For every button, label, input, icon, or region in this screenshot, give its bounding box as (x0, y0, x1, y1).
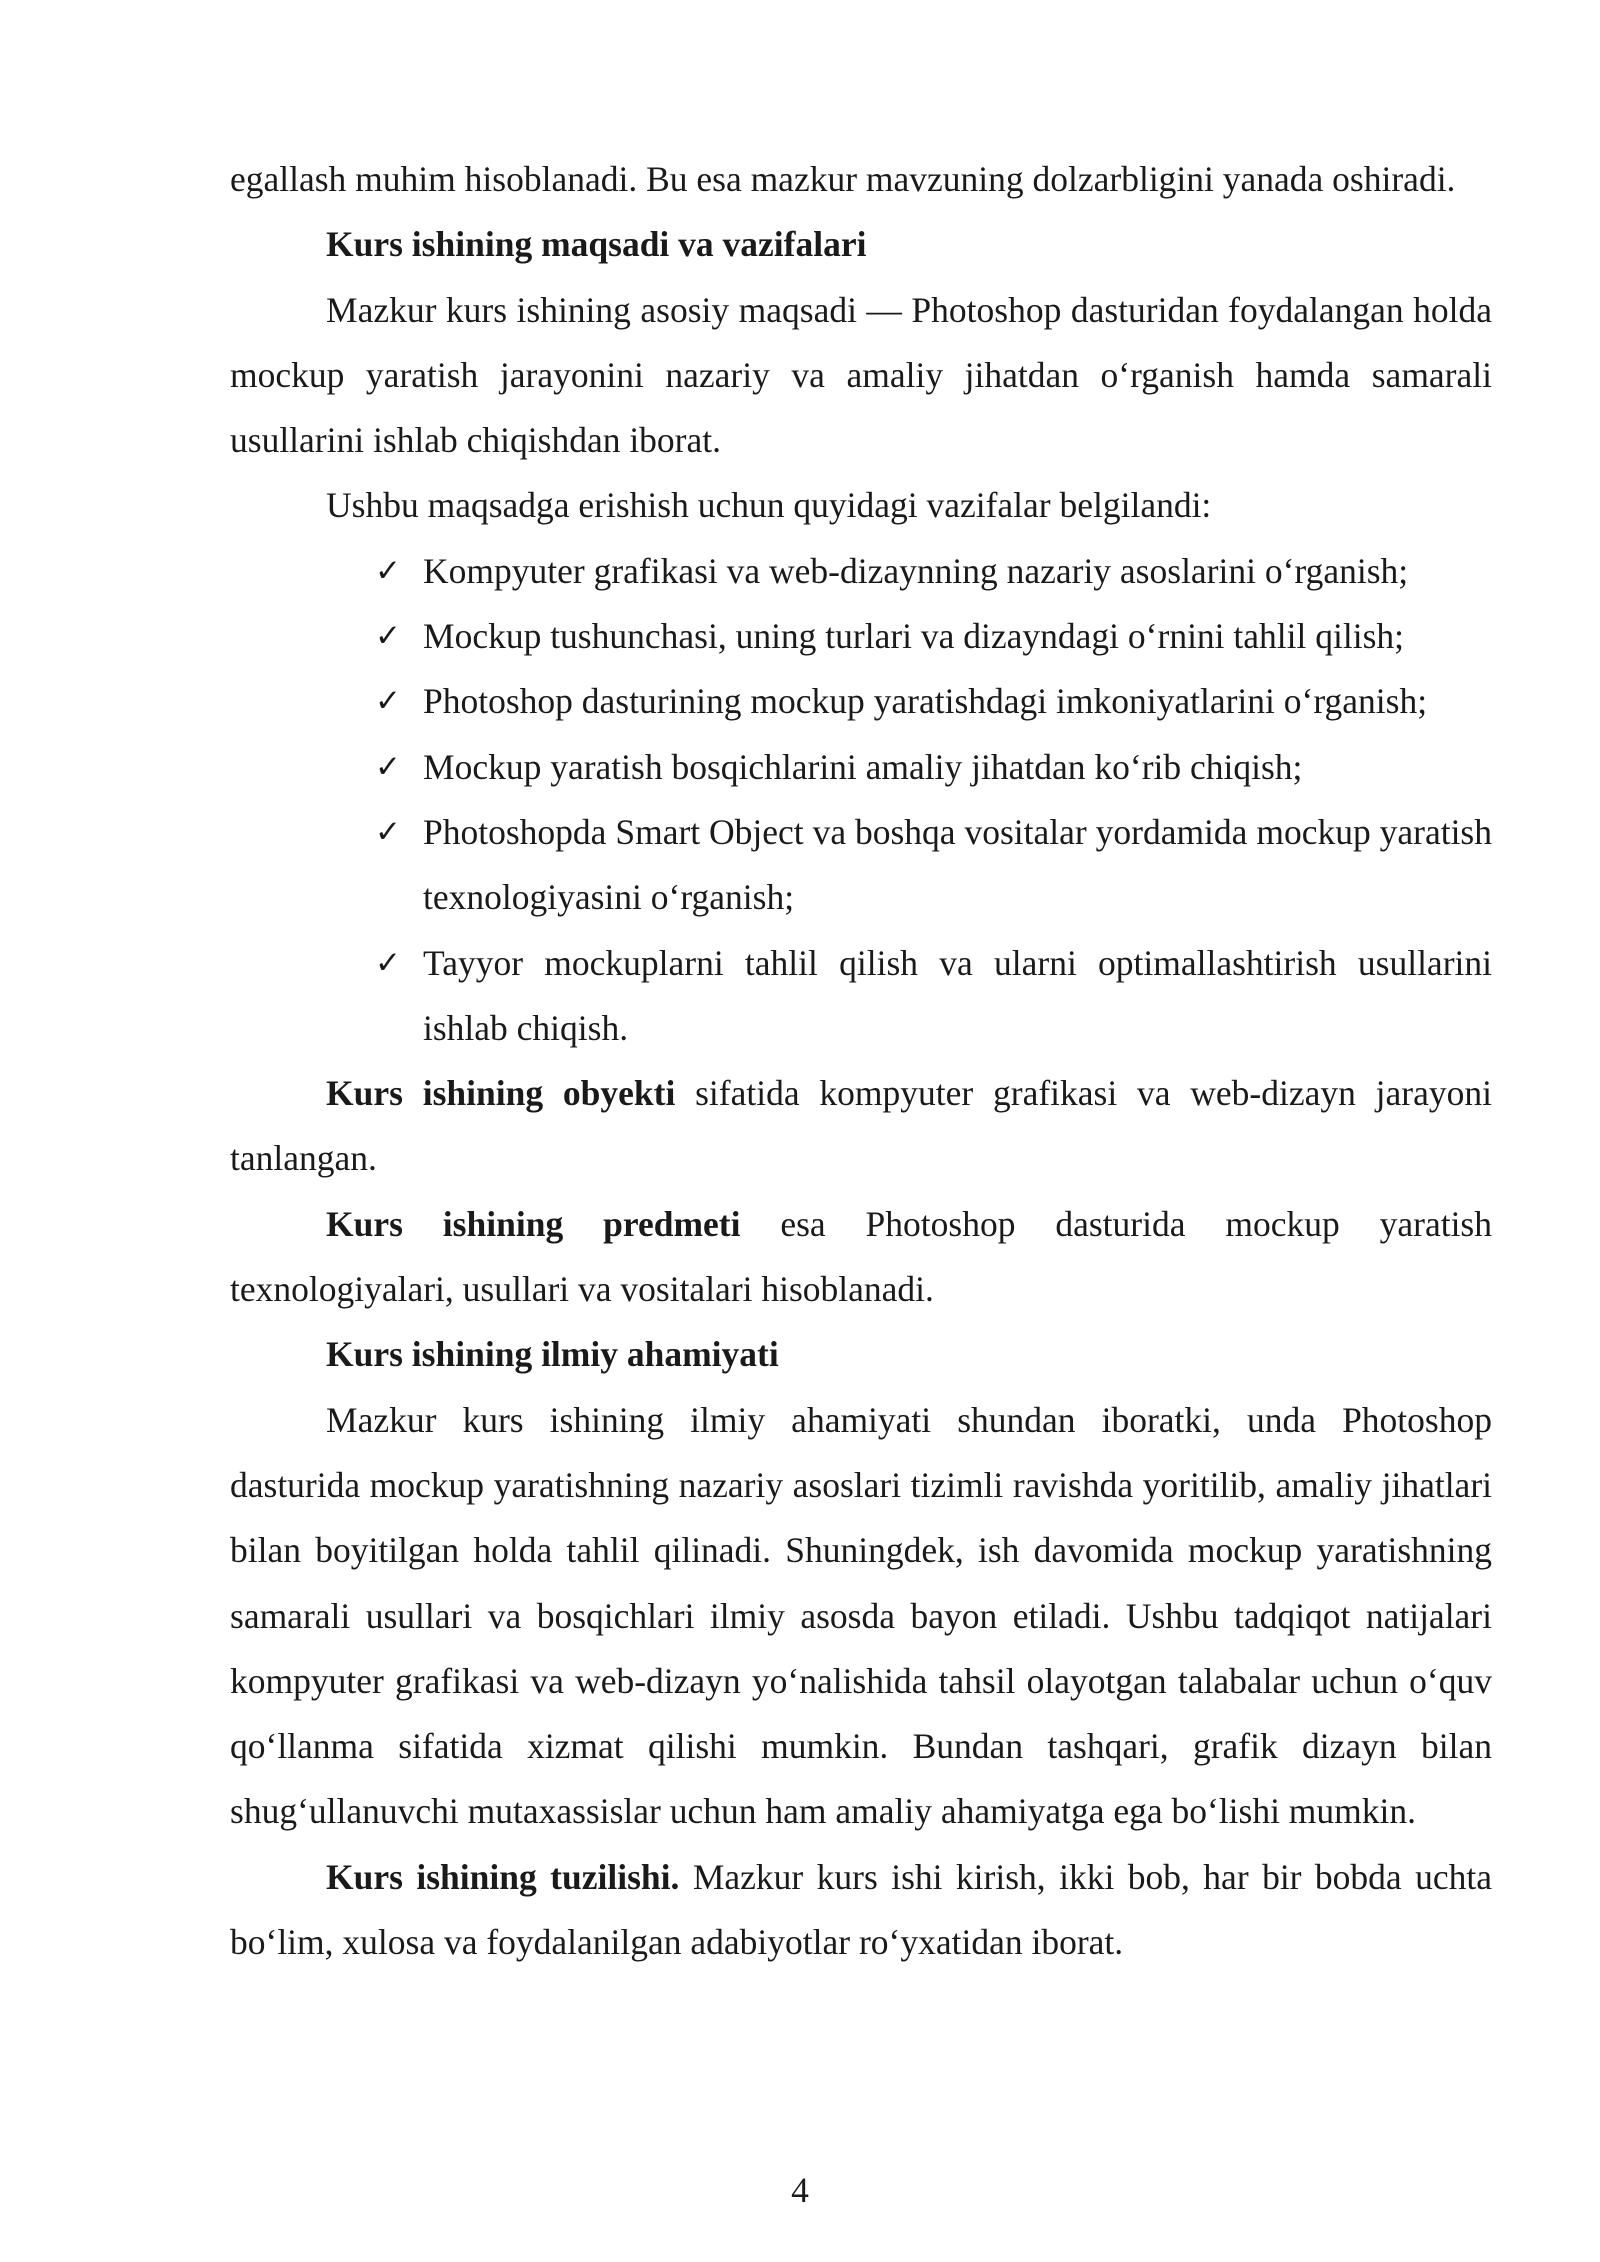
task-list-item (375, 931, 1492, 1062)
paragraph-subject (230, 1192, 1492, 1323)
subject-label: Kurs ishining predmeti (326, 1203, 741, 1244)
object-label: Kurs ishining obyekti (326, 1073, 676, 1114)
document-page (230, 147, 1492, 1975)
task-text: Mockup yaratish bosqichlarini amaliy jihatdan ko‘rib chiqish; (423, 746, 1303, 787)
paragraph-intro-end: egallash muhim hisoblanadi. Bu esa mazkur mavzuning dolzarbligini yanada oshiradi. (230, 159, 1456, 199)
task-list-item (375, 735, 1492, 800)
task-text: Tayyor mockuplarni tahlil qilish va ularni optimallashtirish usullarini ishlab chiqish. (423, 942, 1492, 1048)
checkmark-icon: ✓ (375, 944, 401, 981)
task-list-item (375, 539, 1492, 604)
checkmark-icon: ✓ (375, 813, 401, 850)
task-text: Mockup tushunchasi, uning turlari va dizayndagi o‘rnini tahlil qilish; (423, 616, 1405, 657)
paragraph-object (230, 1061, 1492, 1192)
checkmark-icon: ✓ (375, 683, 401, 720)
task-text: Photoshop dasturining mockup yaratishdagi imkoniyatlarini o‘rganish; (423, 681, 1428, 722)
paragraph-tasks-intro: Ushbu maqsadga erishish uchun quyidagi vazifalar belgilandi: (326, 485, 1212, 526)
task-list-item (375, 604, 1492, 669)
page-number: 4 (791, 2170, 809, 2210)
subject-text: esa Photoshop dasturida mockup yaratish texnologiyalari, usullari va vositalari hisoblanadi. (230, 1203, 1492, 1310)
heading-goals-and-tasks: Kurs ishining maqsadi va vazifalari (326, 224, 867, 265)
checkmark-icon: ✓ (375, 552, 401, 589)
structure-label: Kurs ishining tuzilishi. (326, 1856, 680, 1897)
task-list-item (375, 669, 1492, 734)
structure-text: Mazkur kurs ishi kirish, ikki bob, har bir bobda uchta bo‘lim, xulosa va foydalanilgan adabiyotlar ro‘yxatidan iborat. (230, 1856, 1492, 1963)
task-text: Photoshopda Smart Object va boshqa vositalar yordamida mockup yaratish texnologiyasini o‘rganish; (423, 811, 1492, 918)
task-list (230, 539, 1492, 1061)
checkmark-icon: ✓ (375, 748, 401, 785)
paragraph-structure (230, 1845, 1492, 1976)
heading-scientific-significance: Kurs ishining ilmiy ahamiyati (326, 1334, 779, 1375)
checkmark-icon: ✓ (375, 618, 401, 655)
object-text: sifatida kompyuter grafikasi va web-dizayn jarayoni tanlangan. (230, 1073, 1492, 1179)
task-list-item (375, 800, 1492, 931)
paragraph-significance: Mazkur kurs ishining ilmiy ahamiyati shundan iboratki, unda Photoshop dasturida mockup yaratishning nazariy asoslari tizimli ravishda yoritilib, amaliy jihatlari bilan boyitilgan holda tahlil qilinadi. Shuningdek, ish davomida mockup yaratishning samarali usullari va bosqichlari ilmiy asosda bayon etiladi. Ushbu tadqiqot natijalari kompyuter grafikasi va web-dizayn yo‘nalishida tahsil olayotgan talabalar uchun o‘quv qo‘llanma sifatida xizmat qilishi mumkin. Bundan tashqari, grafik dizayn bilan shug‘ullanuvchi mutaxassislar uchun ham amaliy ahamiyatga ega bo‘lishi mumkin. (230, 1399, 1492, 1832)
paragraph-goal: Mazkur kurs ishining asosiy maqsadi — Photoshop dasturidan foydalangan holda mockup yaratish jarayonini nazariy va amaliy jihatdan o‘rganish hamda samarali usullarini ishlab chiqishdan iborat. (230, 289, 1492, 461)
task-text: Kompyuter grafikasi va web-dizaynning nazariy asoslarini o‘rganish; (423, 550, 1409, 591)
